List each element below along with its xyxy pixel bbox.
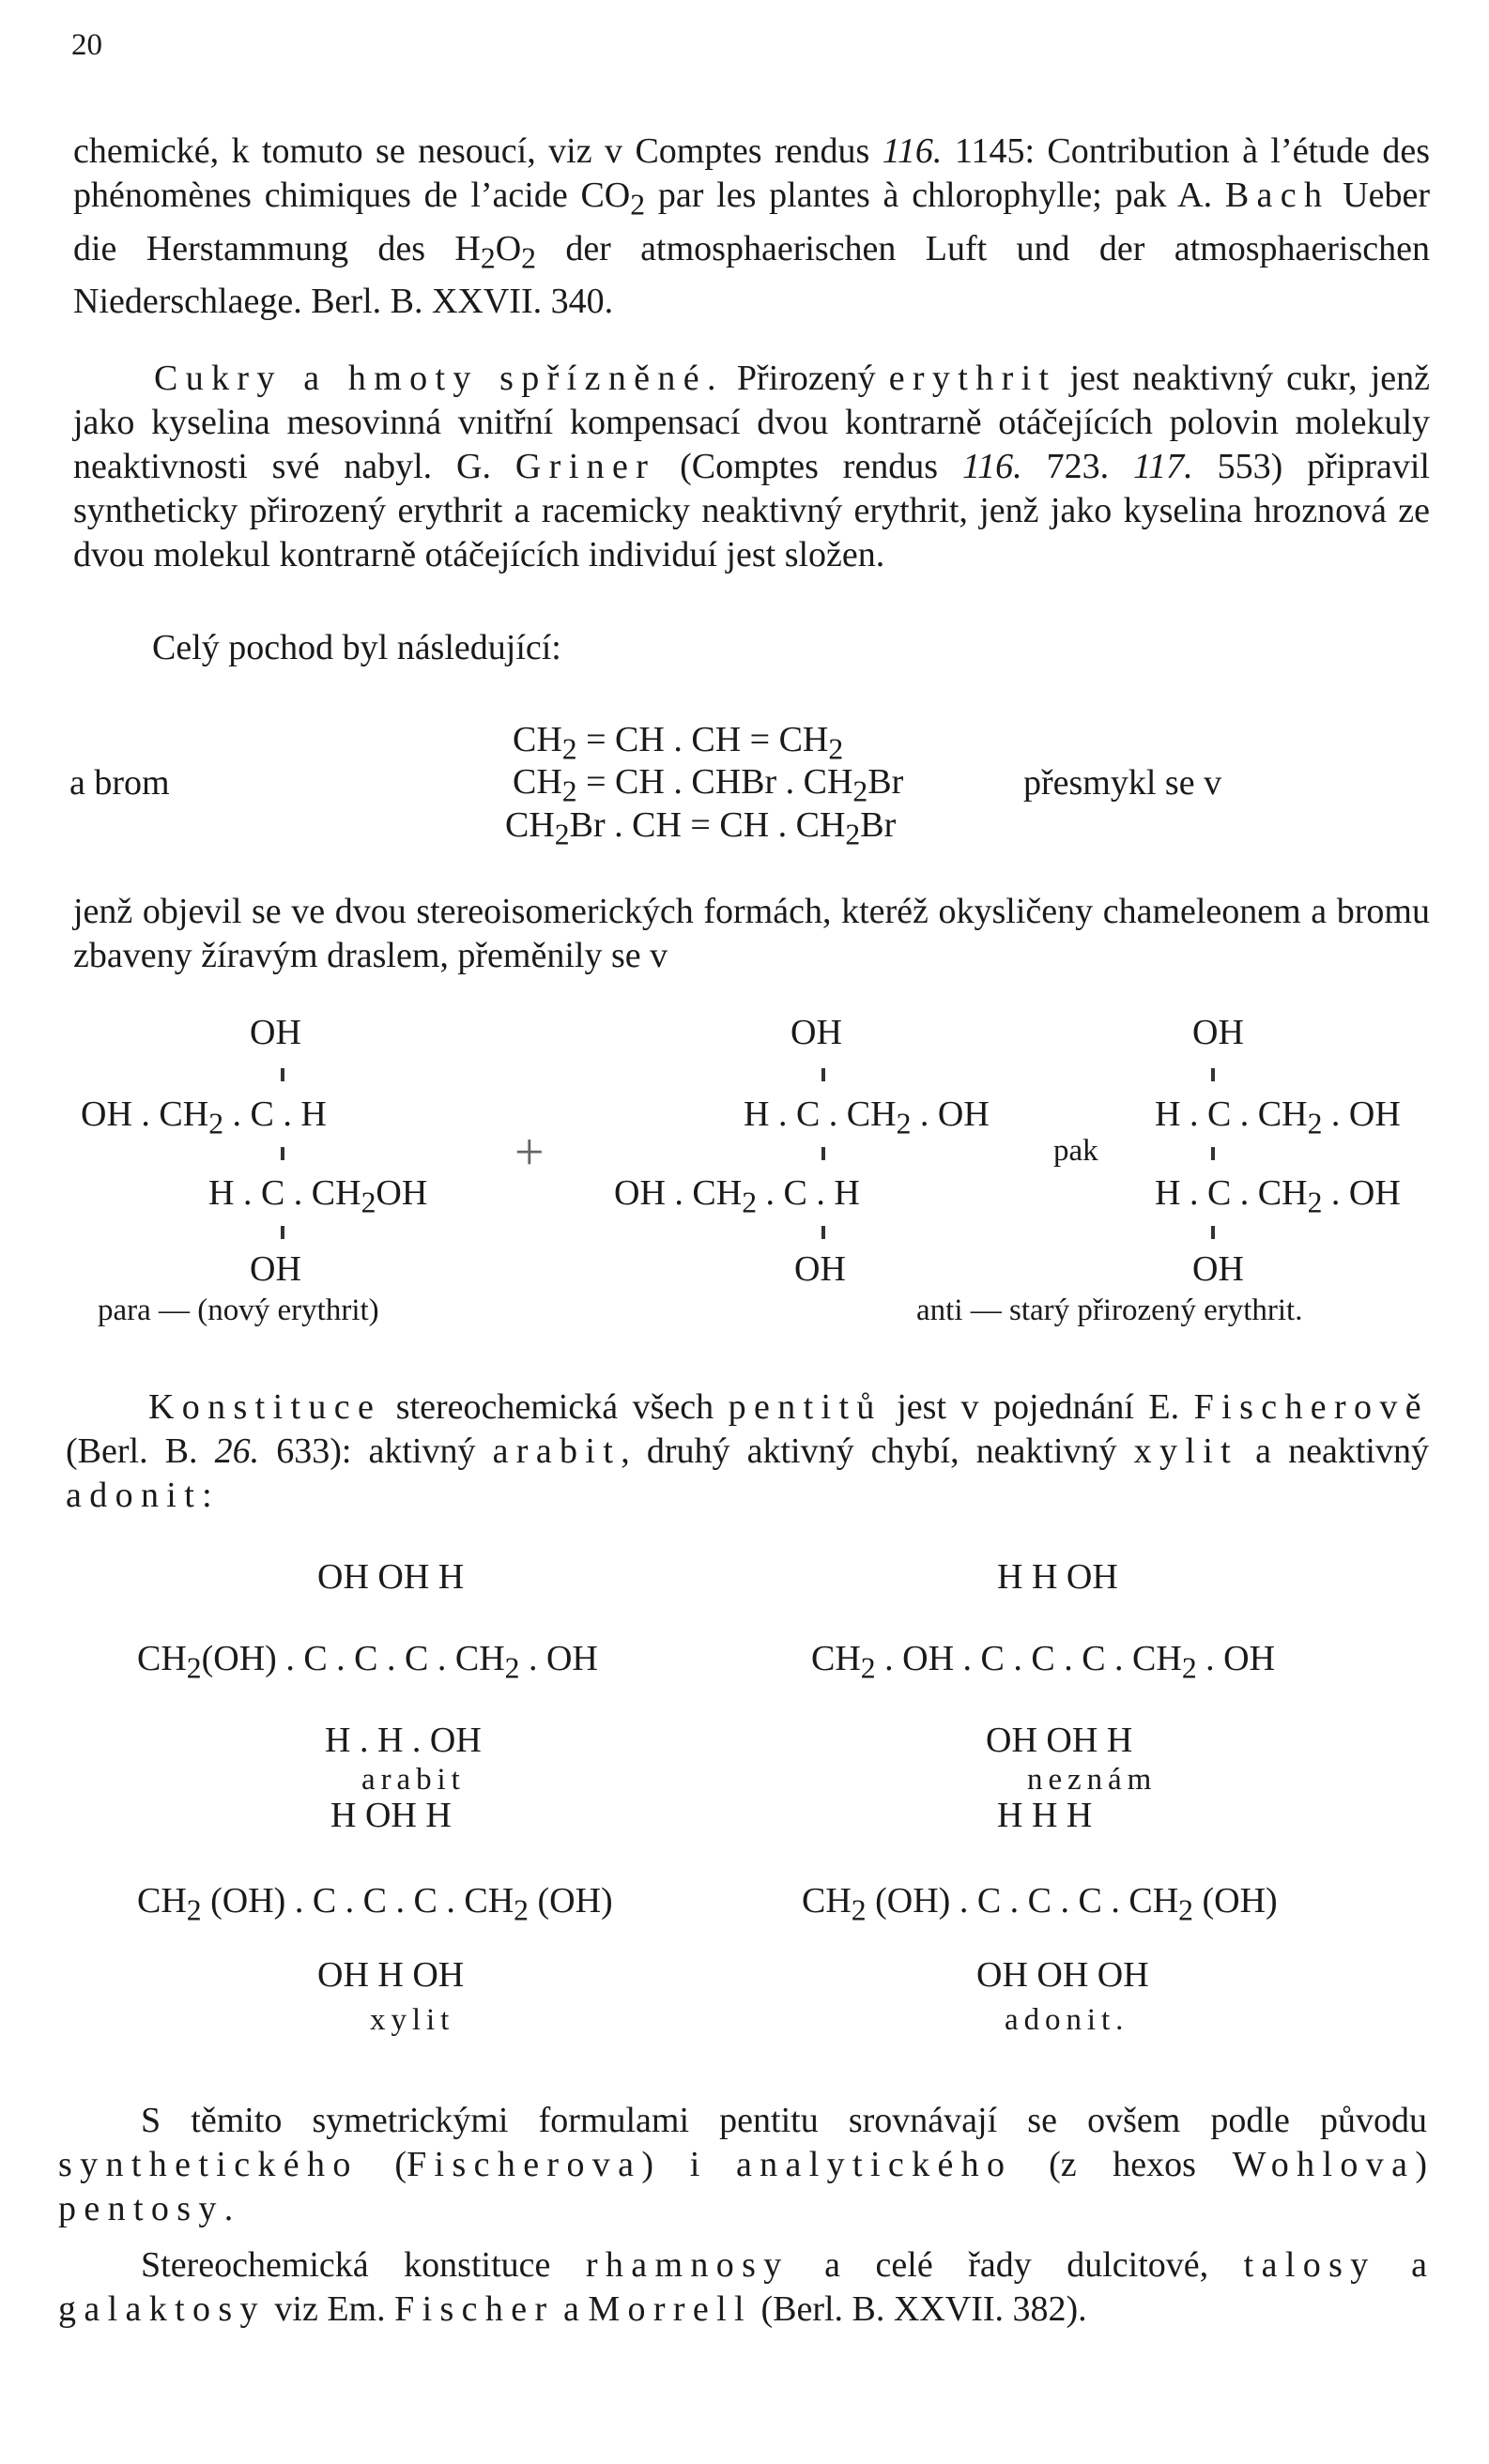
bond-mark [281, 1226, 284, 1239]
text: a celé řady dulcitové, [789, 2245, 1244, 2285]
author-name: Fischer [394, 2289, 555, 2329]
xylit-top: H OH H [330, 1796, 452, 1835]
para-bottom-oh: OH [250, 1249, 301, 1289]
paragraph-rhamnosy [58, 2243, 1427, 2332]
arabit-chain: $CH_2(OH)$ . C . C . C . $CH_2$ . OH [137, 1639, 598, 1685]
author-name: Bach [1224, 176, 1330, 215]
natural-row-1: H . C . $CH_2$ . OH [1155, 1094, 1401, 1140]
page-number: 20 [71, 28, 102, 62]
neznam-bottom: OH OH H [986, 1721, 1133, 1760]
pak-label: pak [1053, 1134, 1098, 1168]
text: S těmito symetrickými formulami pentitu srovnávají se ovšem podle původu [141, 2101, 1427, 2140]
text: viz Em. [265, 2289, 395, 2329]
bond-mark [281, 1068, 284, 1081]
para-top-oh: OH [250, 1013, 301, 1052]
author-name: Wohlova [1232, 2145, 1416, 2184]
keyword: synthetického [58, 2145, 359, 2184]
anti-bottom-oh: OH [794, 1249, 846, 1289]
xylit-name: xylit [370, 2003, 455, 2037]
anti-top-oh: OH [791, 1013, 842, 1052]
text: jest neaktivný cukr, jenž jako kyselina mesovinná vnitřní kompensací dvou kontrarně otáčejících polovin molekuly neaktivnosti své nabyl. G. [73, 359, 1431, 486]
neznam-name: neznám [1027, 1763, 1158, 1797]
paragraph-konstituce [66, 1385, 1429, 1518]
bond-mark [1211, 1226, 1215, 1239]
section-heading: Cukry a hmoty spřízněné. [154, 359, 724, 398]
keyword: talosy [1243, 2245, 1376, 2285]
volume-number: 116. [882, 131, 943, 171]
adonit-top: H H H [997, 1796, 1093, 1835]
xylit-bottom: OH H OH [317, 1955, 465, 1995]
subscript: 2 [521, 241, 536, 275]
keyword: xylit [1133, 1431, 1239, 1471]
natural-top-oh: OH [1192, 1013, 1244, 1052]
adonit-bottom: OH OH OH [976, 1955, 1149, 1995]
neznam-top: H H OH [997, 1557, 1118, 1597]
subscript: 2 [630, 188, 646, 222]
text: stereochemická všech [381, 1387, 729, 1427]
text: . [223, 2189, 234, 2228]
formula-line-3: $CH_2Br$ . CH = CH . $CH_2Br$ [505, 805, 897, 851]
para-row-1: OH . $CH_2$ . C . H [81, 1094, 327, 1140]
arabit-bottom: H . H . OH [325, 1721, 482, 1760]
keyword: pentosy [58, 2189, 224, 2228]
bond-mark [821, 1147, 825, 1160]
paragraph-symetricke [58, 2099, 1427, 2231]
neznam-chain: $CH_2$ . OH . C . C . C . $CH_2$ . OH [811, 1639, 1276, 1685]
adonit-name: adonit. [1005, 2003, 1129, 2037]
volume-number: 116. [962, 447, 1022, 486]
text: a [554, 2289, 589, 2329]
bond-mark [1211, 1147, 1215, 1160]
volume-number: 117. [1133, 447, 1193, 486]
text: O [495, 228, 522, 268]
author-name: Morrell [588, 2289, 752, 2329]
arabit-name: arabit [361, 1763, 466, 1797]
anti-row-2: OH . $CH_2$ . C . H [614, 1173, 860, 1219]
natural-row-2: H . C . $CH_2$ . OH [1155, 1173, 1401, 1219]
keyword: adonit [66, 1476, 203, 1515]
paragraph-cukry [73, 357, 1430, 577]
text: 633): aktivný [259, 1431, 493, 1471]
keyword: analytického [735, 2145, 1013, 2184]
reaction-left-label: a brom [69, 763, 170, 803]
author-name: Fischerově [1193, 1387, 1429, 1427]
text: (z hexos [1012, 2145, 1233, 2184]
keyword: arabit [492, 1431, 622, 1471]
text: der atmosphaerischen Luft und der atmosphaerischen Niederschlaege. Berl. B. XXVII. 340. [73, 228, 1430, 322]
text: 553) připravil syntheticky přirozený erythrit a racemicky neaktivný erythrit, jenž jako kyselina hroznová ze dvou molekul kontrarně otáčejících individuí jest složen. [73, 447, 1430, 574]
anti-row-1: H . C . $CH_2$ . OH [744, 1094, 990, 1140]
text: (Comptes rendus [655, 447, 962, 486]
text: Ueber die Herstammung des H [73, 176, 1430, 268]
text: ) [1415, 2145, 1427, 2184]
paragraph-stereoisomery: jenž objevil se ve dvou stereoisomerických formách, kteréž okysličeny chameleonem a bromu zbaveny žíravým draslem, přeměnily se v [73, 892, 1430, 975]
keyword: Konstituce [148, 1387, 382, 1427]
text: (Berl. B. XXVII. 382). [751, 2289, 1087, 2329]
formula-line-2: $CH_2$ = CH . CHBr . $CH_2Br$ [513, 762, 904, 808]
plus-sign: + [514, 1124, 545, 1182]
subscript: 2 [480, 241, 496, 275]
text: ) i [641, 2145, 736, 2184]
natural-caption: anti — starý přirozený erythrit. [916, 1293, 1303, 1327]
bond-mark [821, 1068, 825, 1081]
text: chemické, k tomuto se nesoucí, viz v Comptes rendus [73, 131, 883, 171]
arabit-top: OH OH H [317, 1557, 465, 1597]
volume-number: 26. [214, 1431, 260, 1471]
formula-line-1: $CH_2$ = CH . CH = $CH_2$ [513, 720, 844, 766]
keyword-erythrit: erythrit [888, 359, 1057, 398]
paragraph-pochod: Celý pochod byl následující: [152, 628, 561, 667]
keyword: galaktosy [58, 2289, 266, 2329]
text: (Berl. B. [66, 1431, 215, 1471]
paragraph-comptes-rendus [73, 130, 1430, 324]
bond-mark [821, 1226, 825, 1239]
text: : [202, 1476, 212, 1515]
para-caption: para — (nový erythrit) [98, 1293, 379, 1327]
adonit-chain: $CH_2$ (OH) . C . C . C . $CH_2$ (OH) [802, 1881, 1278, 1927]
xylit-chain: $CH_2$ (OH) . C . C . C . $CH_2$ (OH) [137, 1881, 613, 1927]
text: , druhý aktivný chybí, neaktivný [621, 1431, 1134, 1471]
author-name: Fischerova [407, 2145, 642, 2184]
text: 1145: Contribution à l’étude des phénomènes chimiques de l’acide CO [73, 131, 1430, 215]
para-row-2: H . C . $CH_2OH$ [208, 1173, 428, 1219]
keyword: pentitů [728, 1387, 883, 1427]
text: Stereochemická konstituce [141, 2245, 586, 2285]
text: a [1375, 2245, 1427, 2285]
bond-mark [1211, 1068, 1215, 1081]
bond-mark [281, 1147, 284, 1160]
author-name: Griner [514, 447, 656, 486]
text: jest v pojednání E. [882, 1387, 1194, 1427]
text: ( [358, 2145, 407, 2184]
text: a neaktivný [1238, 1431, 1429, 1471]
reaction-right-label: přesmykl se v [1023, 763, 1222, 803]
keyword: rhamnosy [585, 2245, 790, 2285]
natural-bottom-oh: OH [1192, 1249, 1244, 1289]
text: 723. [1021, 447, 1133, 486]
text: Přirozený [723, 359, 889, 398]
text: par les plantes à chlorophylle; pak A. [645, 176, 1225, 215]
